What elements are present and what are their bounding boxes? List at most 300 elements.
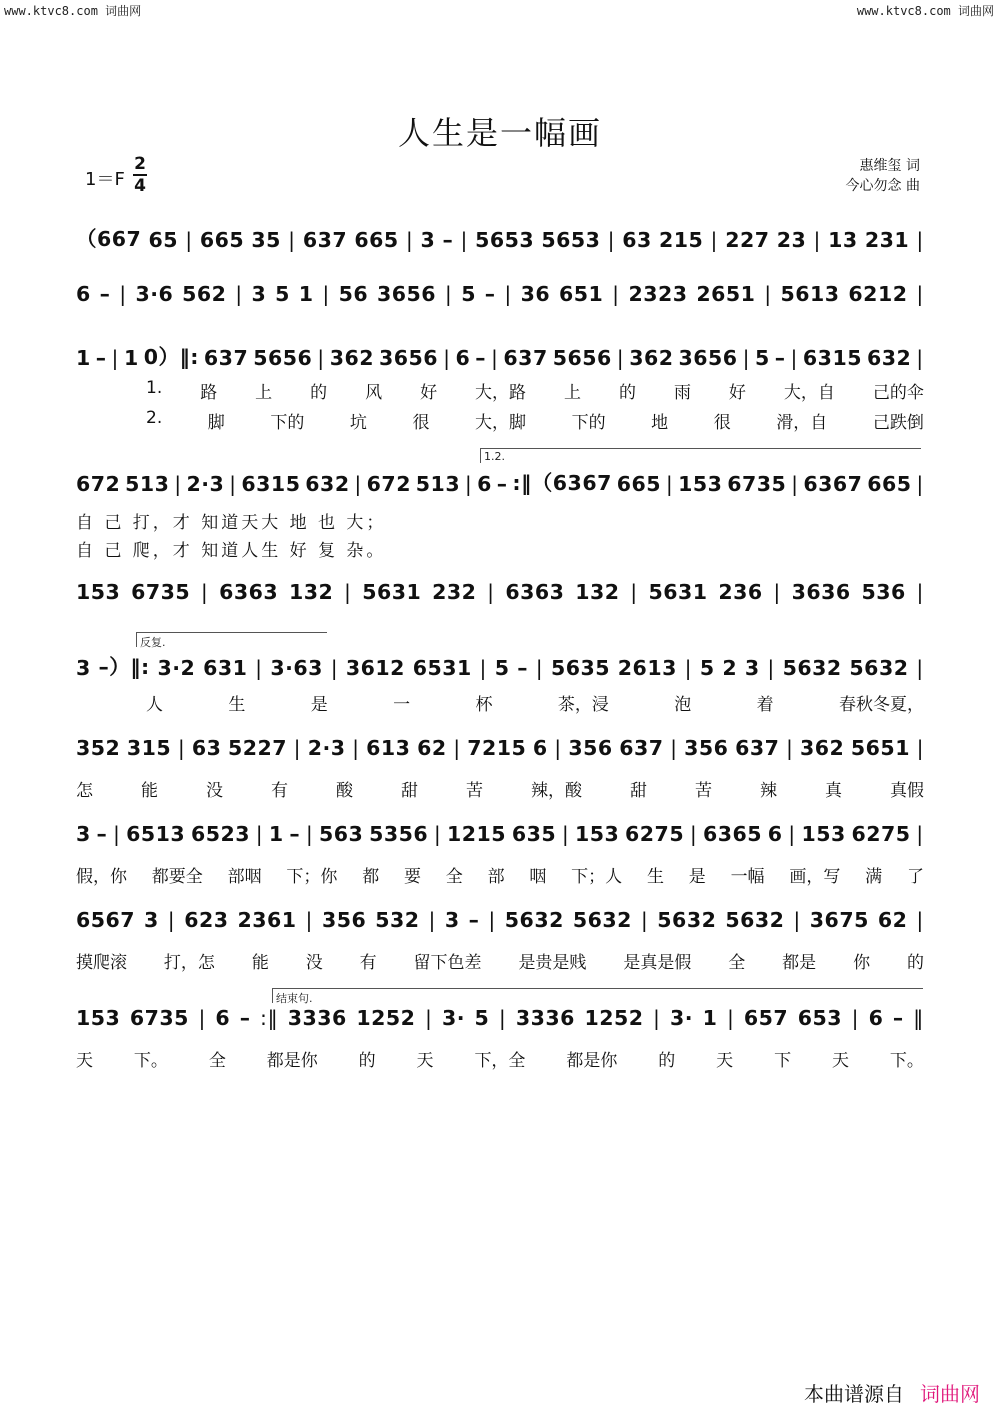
lyric-syllable: 有 [271, 781, 288, 801]
lyric-syllable: 全 [208, 1051, 226, 1071]
lyric-syllable: 下 [774, 1051, 792, 1071]
lyric-syllable: 上 [564, 383, 582, 403]
score-row-3 [76, 340, 924, 370]
note-group: 227 [725, 228, 770, 252]
note-group: 5651 [850, 736, 910, 760]
note-group: 3·63 [270, 656, 323, 680]
lyric-syllable: 很 [412, 413, 430, 433]
lyric-chorus-4 [76, 948, 924, 973]
barline: | [255, 656, 263, 680]
score-row-7 [76, 736, 924, 760]
lyric-syllable: 2. [146, 408, 163, 428]
lyric-syllable: 全 [445, 867, 463, 887]
note-group: – [774, 346, 786, 370]
note-group: 5 [494, 656, 510, 680]
barline: | [305, 822, 314, 846]
footer-source [804, 1378, 980, 1407]
lyric-syllable: 上 [255, 383, 273, 403]
lyric-syllable: 假，你 [76, 867, 127, 887]
note-group: – [496, 472, 508, 496]
lyric-syllable: 脚 [207, 413, 225, 433]
score-row-4 [76, 466, 924, 496]
lyric-ending [76, 1046, 924, 1071]
note-group: 637 [302, 228, 348, 252]
note-group: 3 [251, 282, 267, 306]
note-group: – [99, 282, 111, 306]
score-row-10 [76, 1006, 924, 1030]
note-group: – [468, 908, 480, 932]
note-group: 153 [76, 580, 121, 604]
note-group: 6 [477, 472, 492, 496]
watermark-left: www.ktvc8.com 词曲网 [4, 4, 142, 18]
note-group: 563 [319, 822, 364, 846]
barline: | [785, 736, 794, 760]
lyric-syllable: 都是你 [266, 1051, 318, 1071]
note-group: 356 [684, 736, 729, 760]
footer-text: 本曲谱源自 [804, 1382, 904, 1406]
note-group: – [95, 346, 107, 370]
lyric-syllable: 是 [688, 867, 706, 887]
barline: | [453, 736, 461, 760]
note-group: 6367 [803, 472, 863, 496]
note-group: 3675 [809, 908, 869, 932]
note-group: 1252 [584, 1006, 644, 1030]
lyric-syllable: 打，怎 [163, 953, 215, 973]
note-group: 6735 [727, 472, 787, 496]
lyric-syllable: 是 [310, 695, 328, 715]
note-group: 35 [251, 228, 281, 252]
lyric-syllable: 都要全 [151, 867, 203, 887]
note-group: 5635 [550, 656, 611, 680]
barline: | [460, 228, 468, 252]
note-group: 3·2 [157, 656, 196, 680]
note-group: 6212 [848, 282, 908, 306]
lyric-syllable: 风 [365, 383, 383, 403]
note-group: 6 [455, 346, 471, 370]
note-group: 5632 [849, 656, 909, 680]
note-group: 5356 [369, 822, 429, 846]
note-group: 613 [366, 736, 411, 760]
note-group: 1215 [447, 822, 507, 846]
note-group: 5632 [504, 908, 564, 932]
note-group: 657 [743, 1006, 789, 1030]
note-group: 637 [203, 346, 249, 370]
note-group: 5632 [572, 908, 632, 932]
lyric-syllable: 人 [146, 695, 163, 715]
note-group: 6523 [190, 822, 250, 846]
note-group: 2361 [237, 908, 297, 932]
barline: | [916, 656, 924, 680]
note-group: 352 [76, 736, 121, 760]
barline: | [791, 472, 799, 496]
note-group: 637 [735, 736, 780, 760]
lyric-chorus-1 [76, 690, 924, 715]
lyric-syllable: 画，写 [789, 867, 841, 887]
barline: | [665, 472, 674, 496]
barline: | [689, 822, 698, 846]
lyric-syllable: 己跌倒 [872, 413, 924, 433]
lyric-syllable: 没 [206, 781, 223, 801]
lyric-syllable: 好 [728, 383, 746, 403]
ending-bracket [272, 988, 923, 1003]
lyric-syllable: 的 [906, 953, 924, 973]
barline: | [330, 656, 339, 680]
note-group: 5 [474, 1006, 490, 1030]
note-group: 5631 [648, 580, 708, 604]
note-group: 36 [520, 282, 551, 306]
lyric-syllable: 了 [906, 867, 924, 887]
note-group: 6365 [702, 822, 763, 846]
note-group: 2·3 [307, 736, 346, 760]
note-group: 665 [867, 472, 912, 496]
note-group: 6 [868, 1006, 884, 1030]
lyricist: 惠维玺 词 [859, 158, 920, 174]
note-group: 562 [182, 282, 227, 306]
note-group: 7215 [467, 736, 527, 760]
lyric-syllable: 要 [403, 867, 421, 887]
lyric-syllable: 己的伞 [872, 383, 924, 403]
note-group: 653 [797, 1006, 843, 1030]
note-group: 362 [800, 736, 845, 760]
note-group: 6 [76, 282, 91, 306]
note-group: 153 [76, 1006, 121, 1030]
note-group: 231 [864, 228, 910, 252]
barline: | [112, 822, 121, 846]
lyric-syllable: 泡 [674, 695, 692, 715]
note-group: 23 [776, 228, 807, 252]
score-row-6 [76, 650, 924, 680]
watermark-right: www.ktvc8.com 词曲网 [856, 4, 994, 18]
barline: | [916, 822, 924, 846]
barline: | [479, 656, 487, 680]
lyric-syllable: 天 [416, 1051, 434, 1071]
lyric-syllable: 真假 [890, 781, 924, 801]
barline: | [684, 656, 693, 680]
note-group: – [517, 656, 529, 680]
note-group: 3336 [515, 1006, 575, 1030]
barline: | [793, 908, 801, 932]
lyric-syllable: 都 [362, 867, 380, 887]
note-group: 536 [861, 580, 906, 604]
note-group: 631 [203, 656, 248, 680]
note-group: – [289, 822, 301, 846]
lyric-syllable: 的 [658, 1051, 676, 1071]
barline: | [185, 228, 193, 252]
note-group: 6275 [851, 822, 911, 846]
lyric-syllable: 甜 [630, 781, 647, 801]
lyric-syllable: 着 [756, 695, 774, 715]
note-group: 65 [148, 228, 179, 252]
key-signature: 1＝F [85, 169, 125, 190]
note-group: 3656 [377, 282, 437, 306]
lyric-syllable: 下；你 [286, 867, 338, 887]
note-group: 132 [288, 580, 334, 604]
lyric-syllable: 一幅 [730, 867, 765, 887]
lyric-syllable: 下的 [571, 413, 606, 433]
barline: | [504, 282, 512, 306]
note-group: 153 [575, 822, 620, 846]
lyric-syllable: 茶，浸 [557, 695, 609, 715]
note-group: 632 [305, 472, 350, 496]
barline: | [305, 908, 313, 932]
lyric-syllable: 下的 [270, 413, 305, 433]
note-group: 665 [616, 472, 661, 496]
lyric-syllable: 全 [728, 953, 746, 973]
barline: | [773, 580, 781, 604]
lyric-syllable: 滑，自 [776, 413, 828, 433]
note-group: 5 [275, 282, 290, 306]
note-group: 63 [622, 228, 652, 252]
barline: | [653, 1006, 661, 1030]
barline: | [851, 1006, 860, 1030]
note-group: 62 [877, 908, 908, 932]
lyric-syllable: 能 [141, 781, 158, 801]
note-group: 6513 [126, 822, 186, 846]
time-top: 2 [134, 154, 146, 174]
barline: | [790, 346, 798, 370]
note-group: 3 [76, 822, 91, 846]
barline: ‖ [913, 1006, 924, 1030]
note-group: 56 [338, 282, 369, 306]
barline: | [167, 908, 176, 932]
lyric-verse1-b: 自 己 打，才 知道天大 地 也 大； [76, 513, 387, 533]
lyric-verse1-a [76, 378, 924, 403]
song-title: 人生是一幅画 [397, 114, 602, 152]
note-group: 623 [184, 908, 229, 932]
note-group: 2651 [696, 282, 756, 306]
note-group: 3656 [678, 346, 738, 370]
score-row-2 [76, 282, 924, 306]
barline: | [352, 736, 360, 760]
barline: :‖ [260, 1006, 279, 1030]
lyric-syllable: 下。 [133, 1051, 168, 1071]
barline: | [444, 282, 453, 306]
barline: | [630, 580, 638, 604]
note-group: （667 [76, 227, 142, 251]
lyric-syllable: 辣 [760, 781, 777, 801]
note-group: 651 [559, 282, 604, 306]
note-group: 5631 [362, 580, 422, 604]
barline: | [710, 228, 718, 252]
lyric-syllable: 很 [713, 413, 731, 433]
barline: | [612, 282, 620, 306]
note-group: 3336 [287, 1006, 347, 1030]
barline: | [119, 282, 127, 306]
lyric-syllable: 摸爬滚 [76, 953, 127, 973]
barline: | [916, 282, 924, 306]
barline: | [428, 908, 436, 932]
note-group: 132 [575, 580, 620, 604]
lyric-syllable: 都是你 [566, 1051, 618, 1071]
barline: | [424, 1006, 433, 1030]
note-group: – [892, 1006, 904, 1030]
lyric-syllable: 雨 [673, 383, 691, 403]
note-group: 356 [568, 736, 613, 760]
lyric-syllable: 好 [420, 383, 438, 403]
note-group: 2 [722, 656, 738, 680]
lyric-syllable: 怎 [76, 781, 93, 801]
lyric-chorus-2 [76, 776, 924, 801]
barline: | [788, 822, 796, 846]
lyric-syllable: 部咽 [227, 867, 262, 887]
score-row-1 [76, 222, 924, 252]
note-group: 5 [461, 282, 476, 306]
lyric-syllable: 甜 [401, 781, 418, 801]
note-group: 1 [123, 346, 139, 370]
lyric-syllable: 坑 [349, 413, 367, 433]
note-group: 5653 [541, 228, 601, 252]
note-group: 2·3 [186, 472, 225, 496]
lyric-syllable: 满 [865, 867, 883, 887]
note-group: 6 [767, 822, 783, 846]
note-group: 5632 [657, 908, 717, 932]
note-group: 3656 [379, 346, 439, 370]
note-group: 1 [702, 1006, 718, 1030]
barline: | [554, 736, 562, 760]
barline: | [235, 282, 243, 306]
note-group: 1 [268, 822, 284, 846]
lyric-syllable: 真 [825, 781, 842, 801]
barline: | [464, 472, 473, 496]
note-group: 6531 [412, 656, 472, 680]
lyric-syllable: 没 [305, 953, 323, 973]
composer: 今心勿念 曲 [845, 178, 920, 194]
barline: | [322, 282, 330, 306]
note-group: 2323 [628, 282, 688, 306]
note-group: 3 [444, 908, 460, 932]
note-group: 5 [754, 346, 770, 370]
barline: | [491, 346, 499, 370]
lyric-syllable: 下，全 [474, 1051, 526, 1071]
lyric-syllable: 咽 [529, 867, 547, 887]
note-group: 153 [801, 822, 846, 846]
note-group: :‖（6367 [512, 471, 612, 495]
lyric-syllable: 的 [310, 383, 328, 403]
lyric-syllable: 是贵是贱 [518, 953, 587, 973]
note-group: 5 [699, 656, 715, 680]
note-group: 665 [354, 228, 399, 252]
barline: | [229, 472, 237, 496]
note-group: 1 [298, 282, 314, 306]
barline: | [488, 908, 496, 932]
note-group: 5656 [253, 346, 313, 370]
lyric-syllable: 生 [228, 695, 246, 715]
note-group: 5632 [782, 656, 842, 680]
lyric-syllable: 大，脚 [475, 413, 527, 433]
volta-label: 1.2. [484, 450, 505, 463]
lyric-syllable: 都是 [782, 953, 817, 973]
note-group: –）‖: [98, 655, 150, 679]
footer-brand[interactable]: 词曲网 [920, 1382, 980, 1406]
note-group: 2613 [617, 656, 677, 680]
note-group: 637 [619, 736, 664, 760]
barline: | [487, 580, 495, 604]
note-group: 3 [144, 908, 159, 932]
barline: | [813, 228, 821, 252]
lyric-syllable: 的 [358, 1051, 376, 1071]
barline: | [354, 472, 362, 496]
note-group: 1252 [356, 1006, 416, 1030]
note-group: 3 [76, 656, 91, 680]
note-group: 215 [659, 228, 704, 252]
note-group: 0）‖: [143, 345, 199, 369]
note-group: 637 [503, 346, 548, 370]
note-group: 6275 [625, 822, 685, 846]
note-group: 362 [629, 346, 674, 370]
barline: | [916, 346, 924, 370]
lyric-syllable: 下；人 [571, 867, 623, 887]
note-group: 5632 [725, 908, 785, 932]
lyric-syllable: 酸 [336, 781, 353, 801]
lyric-syllable: 有 [359, 953, 377, 973]
note-group: 62 [417, 736, 447, 760]
barline: | [255, 822, 264, 846]
credits [846, 156, 920, 196]
lyric-syllable: 一 [393, 695, 411, 715]
note-group: 6315 [241, 472, 301, 496]
repeat-label: 反复. [140, 636, 166, 649]
note-group: 6363 [219, 580, 279, 604]
time-bottom: 4 [134, 176, 146, 196]
note-group: 232 [432, 580, 477, 604]
note-group: 632 [866, 346, 912, 370]
lyric-verse2-a [76, 408, 924, 433]
note-group: 5227 [227, 736, 288, 760]
note-group: 6735 [131, 580, 191, 604]
note-group: – [484, 282, 496, 306]
note-group: 6735 [129, 1006, 189, 1030]
lyric-syllable: 天 [716, 1051, 734, 1071]
barline: | [726, 1006, 735, 1030]
barline: | [767, 656, 775, 680]
note-group: 63 [191, 736, 222, 760]
barline: | [916, 908, 924, 932]
barline: | [200, 580, 209, 604]
lyric-syllable: 能 [251, 953, 269, 973]
note-group: 1 [76, 346, 91, 370]
note-group: 13 [828, 228, 858, 252]
barline: | [111, 346, 119, 370]
barline: | [177, 736, 186, 760]
barline: | [916, 472, 924, 496]
barline: | [293, 736, 302, 760]
lyric-syllable: 的 [618, 383, 636, 403]
lyric-syllable: 苦 [695, 781, 712, 801]
note-group: 672 [76, 472, 121, 496]
lyric-syllable: 1. [146, 378, 163, 398]
note-group: 3636 [791, 580, 851, 604]
barline: | [174, 472, 182, 496]
barline: | [916, 228, 924, 252]
barline: | [616, 346, 625, 370]
barline: | [535, 656, 544, 680]
note-group: 3·6 [135, 282, 174, 306]
lyric-syllable: 是真是假 [623, 953, 692, 973]
note-group: 5613 [780, 282, 840, 306]
note-group: 3· [670, 1006, 694, 1030]
lyric-verse2-b: 自 己 爬，才 知道人生 好 复 杂。 [76, 541, 387, 561]
barline: | [344, 580, 352, 604]
lyric-syllable: 天 [831, 1051, 849, 1071]
barline: | [916, 580, 924, 604]
note-group: 513 [125, 472, 170, 496]
note-group: 6363 [505, 580, 565, 604]
lyric-syllable: 大，自 [783, 383, 835, 403]
barline: | [916, 736, 924, 760]
note-group: 513 [415, 472, 461, 496]
note-group: 3612 [345, 656, 405, 680]
lyric-syllable: 大，路 [475, 383, 527, 403]
